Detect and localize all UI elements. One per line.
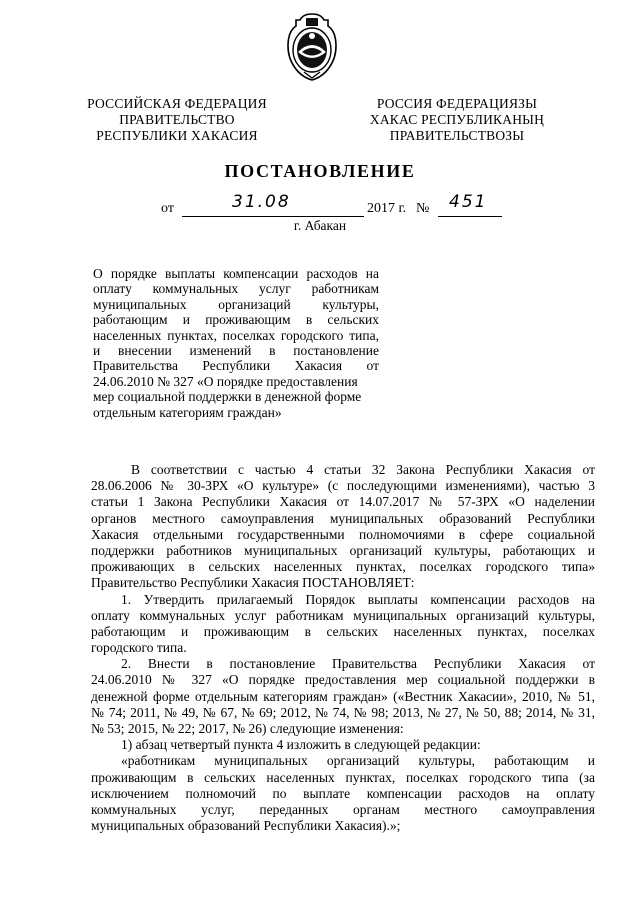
subject-line: населенных пунктах, поселках городского типа, — [93, 327, 379, 343]
body-line: городского типа. — [91, 640, 187, 656]
header-right — [342, 96, 572, 144]
subject-line: оплату коммунальных услуг работникам — [93, 281, 379, 297]
body-line: коммунальных услуг, переданных органам местного самоуправления — [91, 801, 595, 817]
body-line: проживающим в сельских населенных пунктах, поселках городского типа (за — [91, 769, 595, 785]
header-left-line-3: РЕСПУБЛИКИ ХАКАСИЯ — [96, 128, 258, 143]
body-line: денежной форме отдельным категориям граждан» («Вестник Хакасии», 2010, № 51, — [91, 688, 595, 704]
handwritten-date: 31.08 — [232, 192, 291, 212]
date-underline — [182, 216, 364, 217]
date-prefix: от — [161, 201, 174, 216]
document-type-title: ПОСТАНОВЛЕНИЕ — [224, 161, 416, 181]
body-line: исключением полномочий по выплате компенсации расходов на оплату — [91, 785, 595, 801]
body-line: статьи 1 Закона Республики Хакасия от 14.07.2017 № 57-ЗРХ «О наделении — [91, 494, 595, 510]
header-left-line-1: РОССИЙСКАЯ ФЕДЕРАЦИЯ — [87, 96, 267, 111]
document-body — [91, 462, 595, 834]
body-line: № 74; 2011, № 49, № 67, № 69; 2012, № 74, № 98; 2013, № 27, № 50, 88; 2014, № 31, — [91, 704, 595, 720]
year-text: 2017 г. — [367, 201, 407, 216]
date-number-line — [0, 194, 640, 218]
body-line: В соответствии с частью 4 статьи 32 Закона Республики Хакасия от — [131, 462, 595, 477]
header-left-line-2: ПРАВИТЕЛЬСТВО — [119, 112, 235, 127]
subject-line: мер социальной поддержки в денежной форме — [93, 389, 362, 405]
body-line: 1) абзац четвертый пункта 4 изложить в следующей редакции: — [121, 737, 481, 753]
header-right-line-2: ХАКАС РЕСПУБЛИКАНЫҢ — [369, 112, 545, 127]
subject-line: О порядке выплаты компенсации расходов на — [93, 266, 379, 281]
subject-line: 24.06.2010 № 327 «О порядке предоставления — [93, 373, 358, 389]
coat-of-arms-emblem — [284, 12, 340, 82]
body-line: поддержки работников муниципальных организаций культуры, работающих и — [91, 542, 595, 558]
subject-line: отдельным категориям граждан» — [93, 404, 282, 420]
body-line: 1. Утвердить прилагаемый Порядок выплаты компенсации расходов на — [121, 591, 595, 607]
header-right-line-1: РОССИЯ ФЕДЕРАЦИЯЗЫ — [376, 96, 538, 111]
body-line: 24.06.2010 № 327 «О порядке предоставления мер социальной поддержки в — [91, 672, 595, 688]
handwritten-number: 451 — [449, 192, 488, 212]
body-line: муниципальных образований Республики Хакасия).»; — [91, 818, 401, 834]
number-prefix: № — [416, 201, 430, 216]
subject-line: муниципальных организаций культуры, — [93, 296, 379, 312]
header-left — [62, 96, 292, 144]
subject-line: Правительства Республики Хакасия от — [93, 358, 379, 374]
body-line: «работникам муниципальных организаций культуры, работающим и — [121, 753, 595, 769]
body-line: Правительство Республики Хакасия ПОСТАНОВЛЯЕТ: — [91, 575, 415, 591]
header-right-line-3: ПРАВИТЕЛЬСТВОЗЫ — [389, 128, 525, 143]
subject-line: и внесении изменений в постановление — [93, 342, 379, 358]
body-line: органов местного самоуправления муниципальных образований Республики — [91, 510, 595, 526]
city-name: г. Абакан — [293, 218, 347, 233]
body-line: 28.06.2006 № 30-ЗРХ «О культуре» (с последующими изменениями), частью 3 — [91, 478, 595, 494]
body-line: Хакасия отдельными государственными полномочиями в сфере социальной — [91, 526, 595, 542]
number-underline — [438, 216, 502, 217]
body-line: оплату коммунальных услуг работникам муниципальных организаций культуры, — [91, 607, 595, 623]
body-line: работающим и проживающим в сельских населенных пунктах, поселках — [91, 623, 595, 639]
document-subject — [93, 266, 379, 420]
body-line: 2. Внести в постановление Правительства Республики Хакасия от — [121, 656, 595, 672]
subject-line: работающим и проживающим в сельских — [93, 312, 379, 328]
body-line: проживающих в сельских населенных пунктах, поселках городского типа» — [91, 559, 595, 575]
body-line: № 53; 2015, № 22; 2017, № 26) следующие изменения: — [91, 721, 404, 736]
